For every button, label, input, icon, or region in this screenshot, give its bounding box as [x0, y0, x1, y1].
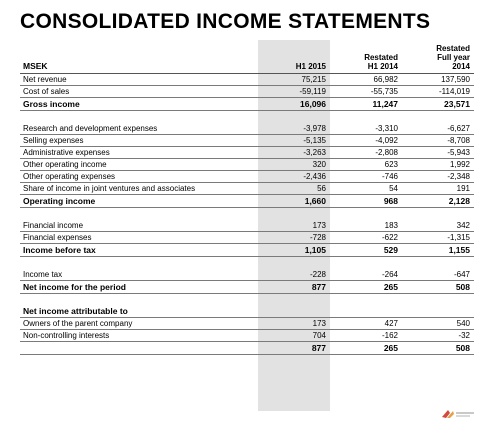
- value-h1-2015: -59,119: [258, 86, 330, 98]
- spacer-row: [20, 111, 474, 124]
- row-label: Selling expenses: [20, 135, 258, 147]
- row-label: Other operating expenses: [20, 171, 258, 183]
- value-h1-2015: 1,660: [258, 195, 330, 208]
- value-full-year-2014: 540: [402, 318, 474, 330]
- table-row: [20, 74, 474, 86]
- subtotal-row: [20, 281, 474, 294]
- spacer-row: [20, 208, 474, 221]
- watermark-logo: [440, 408, 476, 420]
- value-full-year-2014: -32: [402, 330, 474, 342]
- value-h1-2014: 54: [330, 183, 402, 195]
- row-label: Financial income: [20, 220, 258, 232]
- value-h1-2014: -4,092: [330, 135, 402, 147]
- full-year-2014-header: Restated Full year 2014: [402, 40, 474, 74]
- row-label: Non-controlling interests: [20, 330, 258, 342]
- table-row: [20, 220, 474, 232]
- value-h1-2014: 66,982: [330, 74, 402, 86]
- row-label: Cost of sales: [20, 86, 258, 98]
- value-full-year-2014: -114,019: [402, 86, 474, 98]
- row-label: Administrative expenses: [20, 147, 258, 159]
- subtotal-row: [20, 244, 474, 257]
- table-row: [20, 232, 474, 244]
- value-full-year-2014: 508: [402, 281, 474, 294]
- value-h1-2014: 529: [330, 244, 402, 257]
- value-h1-2015: 320: [258, 159, 330, 171]
- value-full-year-2014: -1,315: [402, 232, 474, 244]
- table-row: [20, 183, 474, 195]
- row-label: Share of income in joint ventures and associates: [20, 183, 258, 195]
- row-label: Income tax: [20, 269, 258, 281]
- value-h1-2015: -228: [258, 269, 330, 281]
- row-label: [20, 342, 258, 355]
- value-h1-2015: 75,215: [258, 74, 330, 86]
- value-full-year-2014: [402, 306, 474, 318]
- value-full-year-2014: -6,627: [402, 123, 474, 135]
- subtotal-row: [20, 195, 474, 208]
- value-h1-2014: -264: [330, 269, 402, 281]
- value-h1-2015: -3,978: [258, 123, 330, 135]
- value-h1-2014: -162: [330, 330, 402, 342]
- value-full-year-2014: 191: [402, 183, 474, 195]
- value-h1-2014: [330, 306, 402, 318]
- value-h1-2014: -55,735: [330, 86, 402, 98]
- row-label: Net revenue: [20, 74, 258, 86]
- value-h1-2015: -2,436: [258, 171, 330, 183]
- value-h1-2014: 427: [330, 318, 402, 330]
- value-full-year-2014: 137,590: [402, 74, 474, 86]
- table-row: [20, 318, 474, 330]
- value-h1-2014: 968: [330, 195, 402, 208]
- value-full-year-2014: -8,708: [402, 135, 474, 147]
- value-h1-2015: 877: [258, 281, 330, 294]
- row-label: Net income for the period: [20, 281, 258, 294]
- section-heading-row: [20, 306, 474, 318]
- subtotal-row: [20, 98, 474, 111]
- value-full-year-2014: 508: [402, 342, 474, 355]
- table-row: [20, 171, 474, 183]
- row-label: Net income attributable to: [20, 306, 258, 318]
- value-h1-2014: -2,808: [330, 147, 402, 159]
- spacer-row: [20, 294, 474, 307]
- row-label: Research and development expenses: [20, 123, 258, 135]
- value-h1-2014: 183: [330, 220, 402, 232]
- value-full-year-2014: 1,155: [402, 244, 474, 257]
- value-h1-2015: [258, 306, 330, 318]
- row-label: Other operating income: [20, 159, 258, 171]
- h1-2015-header: H1 2015: [258, 40, 330, 74]
- unit-header: MSEK: [20, 40, 258, 74]
- value-h1-2014: -3,310: [330, 123, 402, 135]
- value-h1-2015: 56: [258, 183, 330, 195]
- spacer-row: [20, 257, 474, 270]
- table-row: [20, 269, 474, 281]
- row-label: Gross income: [20, 98, 258, 111]
- row-label: Financial expenses: [20, 232, 258, 244]
- value-full-year-2014: 23,571: [402, 98, 474, 111]
- table-row: [20, 135, 474, 147]
- value-full-year-2014: 1,992: [402, 159, 474, 171]
- value-full-year-2014: -2,348: [402, 171, 474, 183]
- value-h1-2015: -3,263: [258, 147, 330, 159]
- h1-2014-header: Restated H1 2014: [330, 40, 402, 74]
- value-h1-2015: 173: [258, 220, 330, 232]
- row-label: Income before tax: [20, 244, 258, 257]
- value-h1-2015: -728: [258, 232, 330, 244]
- table-row: [20, 86, 474, 98]
- value-h1-2014: -746: [330, 171, 402, 183]
- value-h1-2014: 623: [330, 159, 402, 171]
- value-full-year-2014: 342: [402, 220, 474, 232]
- value-h1-2014: 265: [330, 281, 402, 294]
- value-h1-2015: 704: [258, 330, 330, 342]
- value-h1-2014: 265: [330, 342, 402, 355]
- value-h1-2015: -5,135: [258, 135, 330, 147]
- value-h1-2014: -622: [330, 232, 402, 244]
- value-h1-2014: 11,247: [330, 98, 402, 111]
- value-full-year-2014: -647: [402, 269, 474, 281]
- table-row: [20, 159, 474, 171]
- value-h1-2015: 173: [258, 318, 330, 330]
- income-statement-table: [20, 40, 474, 355]
- table-header-row: [20, 40, 474, 74]
- row-label: Owners of the parent company: [20, 318, 258, 330]
- value-h1-2015: 16,096: [258, 98, 330, 111]
- table-row: [20, 330, 474, 342]
- table-row: [20, 123, 474, 135]
- value-full-year-2014: -5,943: [402, 147, 474, 159]
- page-title: CONSOLIDATED INCOME STATEMENTS: [20, 10, 431, 33]
- row-label: Operating income: [20, 195, 258, 208]
- table-row: [20, 147, 474, 159]
- value-h1-2015: 877: [258, 342, 330, 355]
- subtotal-row: [20, 342, 474, 355]
- value-h1-2015: 1,105: [258, 244, 330, 257]
- value-full-year-2014: 2,128: [402, 195, 474, 208]
